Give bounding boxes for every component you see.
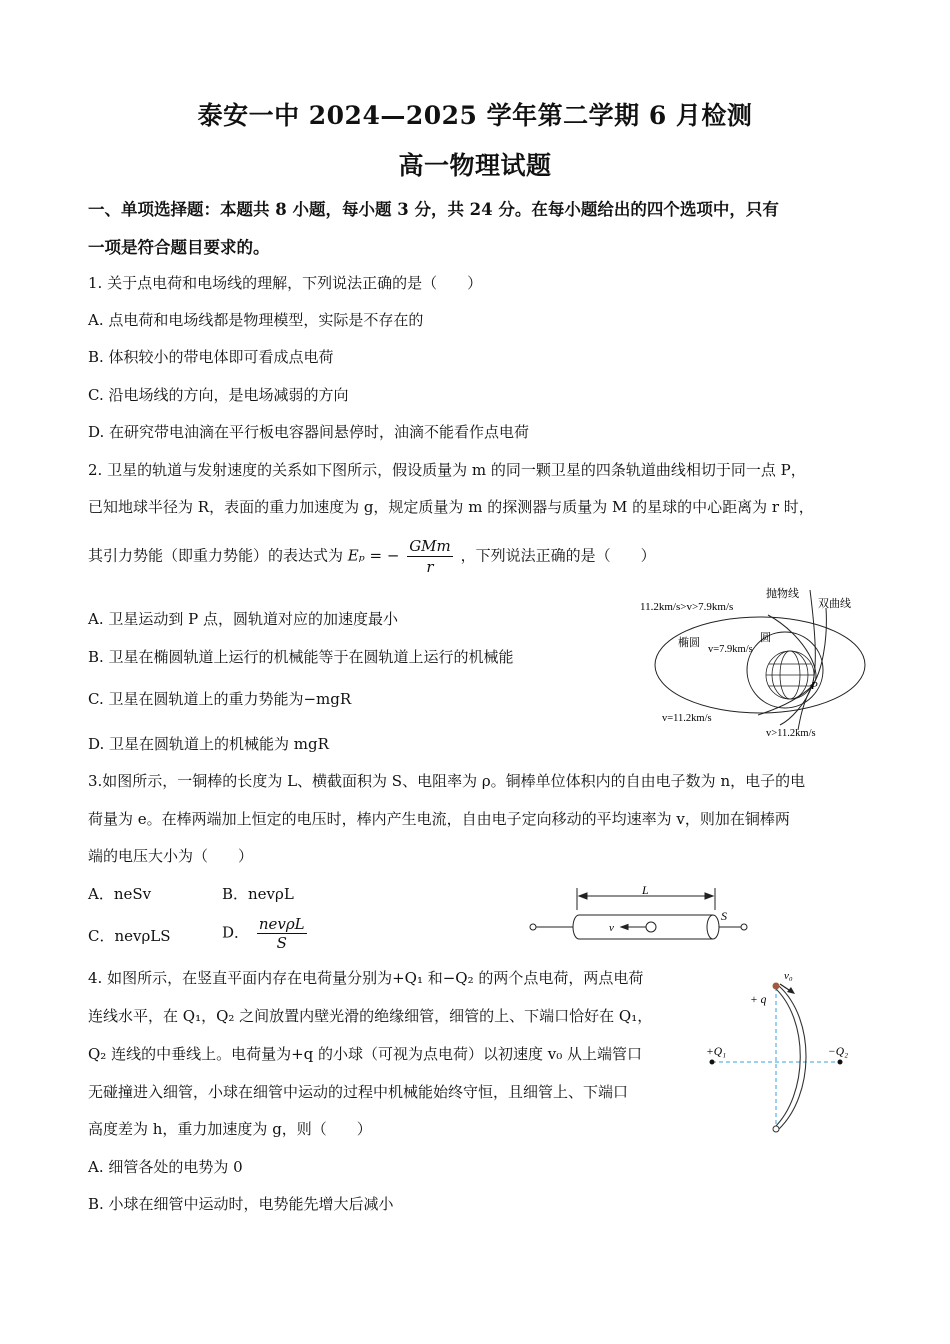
q3-option-d-fraction <box>257 915 307 952</box>
q3-option-a[interactable]: A．neSv <box>88 885 152 903</box>
q4-stem-line5: 高度差为 h，重力加速度为 g，则（ ） <box>88 1120 372 1138</box>
label-vgt112: v>11.2km/s <box>766 728 816 739</box>
q3-option-d-denominator: S <box>276 934 287 952</box>
label-ellipse: 椭圆 <box>678 637 700 649</box>
q2-option-a[interactable]: A. 卫星运动到 P 点，圆轨道对应的加速度最小 <box>88 610 398 628</box>
label-circle: 圆 <box>760 632 771 644</box>
q2-stem-line3-text: 其引力势能（即重力势能）的表达式为 <box>88 546 344 565</box>
q2-option-b[interactable]: B. 卫星在椭圆轨道上运行的机械能等于在圆轨道上运行的机械能 <box>88 648 514 666</box>
label-v-range: 11.2km/s>v>7.9km/s <box>640 601 734 613</box>
q1-stem: 1. 关于点电荷和电场线的理解，下列说法正确的是（ ） <box>88 274 483 292</box>
label-hyperbola: 双曲线 <box>818 598 851 610</box>
q2-stem-line2: 已知地球半径为 R，表面的重力加速度为 g，规定质量为 m 的探测器与质量为 M 的星球的中心距离为 r 时， <box>88 498 814 516</box>
q3-option-b[interactable]: B．nevρL <box>222 885 294 903</box>
tube-bottom-end <box>773 1126 779 1132</box>
label-v79: v=7.9km/s <box>708 644 753 655</box>
q1-option-a[interactable]: A. 点电荷和电场线都是物理模型，实际是不存在的 <box>88 311 424 329</box>
label-v0: v₀ <box>784 970 793 982</box>
q2-stem-line3 <box>88 536 656 577</box>
q4-option-a[interactable]: A. 细管各处的电势为 0 <box>88 1158 243 1176</box>
label-q1: +Q₁ <box>706 1046 727 1058</box>
circle-orbit <box>747 632 823 708</box>
q1-option-c[interactable]: C. 沿电场线的方向，是电场减弱的方向 <box>88 386 349 404</box>
q2-option-c[interactable]: C. 卫星在圆轨道上的重力势能为−mgR <box>88 690 352 708</box>
label-q: + q <box>750 994 767 1006</box>
q2-ep-numerator: GMm <box>409 537 451 555</box>
q4-stem-line2: 连线水平，在 Q₁，Q₂ 之间放置内壁光滑的绝缘细管，细管的上、下端口恰好在 Q₁， <box>88 1007 653 1025</box>
section-heading: 一、单项选择题：本题共 8 小题，每小题 3 分，共 24 分。在每小题给出的四个选项中，只有 <box>88 200 779 219</box>
q1-option-b[interactable]: B. 体积较小的带电体即可看成点电荷 <box>88 348 334 366</box>
ball-q <box>773 983 780 990</box>
label-v112: v=11.2km/s <box>662 713 712 724</box>
label-l: L <box>642 883 649 897</box>
q3-option-d-numerator: nevρL <box>258 915 305 933</box>
q4-stem-line1: 4. 如图所示，在竖直平面内存在电荷量分别为+Q₁ 和−Q₂ 的两个点电荷，两点电荷 <box>88 969 644 987</box>
label-parabola: 抛物线 <box>766 588 799 600</box>
q2-ep-denominator: r <box>426 558 434 576</box>
q4-stem-line3: Q₂ 连线的中垂线上。电荷量为+q 的小球（可视为点电荷）以初速度 v₀ 从上端管口 <box>88 1045 643 1063</box>
exam-title: 泰安一中 2024—2025 学年第二学期 6 月检测 <box>197 101 753 130</box>
q2-stem-line3-end: ，下列说法正确的是（ ） <box>460 546 656 565</box>
orbit-diagram <box>640 580 870 745</box>
q4-stem-line4: 无碰撞进入细管，小球在细管中运动的过程中机械能始终守恒，且细管上、下端口 <box>88 1083 629 1101</box>
q3-option-d-prefix: D． <box>222 923 250 942</box>
q4-option-b[interactable]: B. 小球在细管中运动时，电势能先增大后减小 <box>88 1195 394 1213</box>
q3-stem-line1: 3.如图所示，一铜棒的长度为 L、横截面积为 S、电阻率为 ρ。铜棒单位体积内的自由电子数为 n，电子的电 <box>88 772 806 790</box>
q2-option-d[interactable]: D. 卫星在圆轨道上的机械能为 mgR <box>88 735 329 753</box>
q3-option-d[interactable] <box>222 915 310 952</box>
right-terminal <box>741 924 747 930</box>
charges-diagram <box>700 965 870 1140</box>
exam-subtitle: 高一物理试题 <box>398 151 552 180</box>
label-s: S <box>721 909 727 923</box>
q2-ep-lhs: Eₚ = − <box>347 546 400 565</box>
parabola-orbit <box>758 615 816 715</box>
thin-tube <box>774 986 806 1129</box>
rod-diagram <box>525 880 755 950</box>
q1-option-d[interactable]: D. 在研究带电油滴在平行板电容器间悬停时，油滴不能看作点电荷 <box>88 423 530 441</box>
q2-ep-fraction <box>407 536 453 577</box>
label-v: v <box>609 922 614 934</box>
left-terminal <box>530 924 536 930</box>
label-p: P <box>811 680 818 692</box>
label-q2: −Q₂ <box>828 1046 849 1058</box>
charge-q1 <box>710 1060 715 1065</box>
charge-q2 <box>838 1060 843 1065</box>
q3-stem-line2: 荷量为 e。在棒两端加上恒定的电压时，棒内产生电流，自由电子定向移动的平均速率为 v，则加在铜棒两 <box>88 810 790 828</box>
q3-option-c[interactable]: C．nevρLS <box>88 927 171 945</box>
q2-stem-line1: 2. 卫星的轨道与发射速度的关系如下图所示，假设质量为 m 的同一颗卫星的四条轨道曲线相切于同一点 P， <box>88 461 806 479</box>
q3-stem-line3: 端的电压大小为（ ） <box>88 847 254 865</box>
electron <box>646 922 656 932</box>
section-heading-cont: 一项是符合题目要求的。 <box>88 238 270 257</box>
earth-globe <box>766 651 814 699</box>
